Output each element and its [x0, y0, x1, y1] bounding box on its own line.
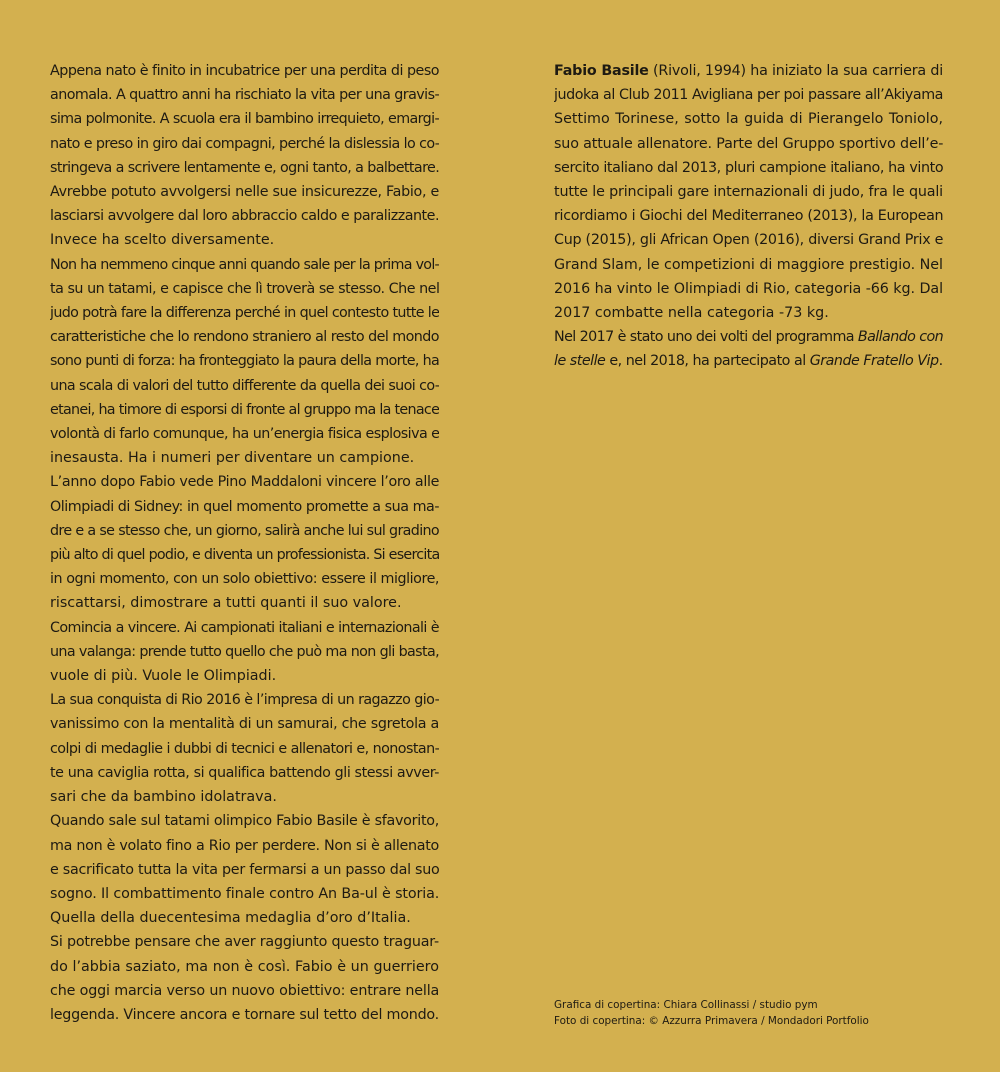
- show-title-ballando: Ballando con: [857, 329, 943, 346]
- text-line: dre e a se stesso che, un giorno, salirà anche lui sul gradino: [50, 522, 439, 539]
- text-line: [554, 349, 943, 373]
- paragraph-winning: [50, 616, 439, 689]
- text-line: Settimo Torinese, sotto la guida di Pierangelo Toniolo,: [554, 111, 943, 128]
- right-column: [554, 59, 943, 374]
- show-title-ballando-cont: le stelle: [554, 353, 606, 370]
- text-line: nato e preso in giro dai compagni, perché la dislessia lo co-: [50, 135, 439, 152]
- text-line: sogno. Il combattimento finale contro An Ba-ul è storia.: [50, 885, 439, 902]
- paragraph-final: [50, 809, 439, 930]
- paragraph-bio: [554, 59, 943, 325]
- text-line: Non ha nemmeno cinque anni quando sale per la prima vol-: [50, 256, 439, 273]
- text-line: sercito italiano dal 2013, pluri campione italiano, ha vinto: [554, 159, 943, 176]
- text-line: Avrebbe potuto avvolgersi nelle sue insicurezze, Fabio, e: [50, 184, 439, 201]
- paragraph-choice: [50, 180, 439, 253]
- left-column: [50, 59, 439, 1027]
- text-line: [554, 325, 943, 349]
- text-line: Grand Slam, le competizioni di maggiore prestigio. Nel: [554, 256, 943, 273]
- text-line: leggenda. Vincere ancora e tornare sul tetto del mondo.: [50, 1006, 439, 1023]
- text-line: colpi di medaglie i dubbi di tecnici e allenatori e, nonostan-: [50, 740, 439, 757]
- text-line: riscattarsi, dimostrare a tutti quanti il suo valore.: [50, 595, 402, 612]
- text-line: in ogni momento, con un solo obiettivo: essere il migliore,: [50, 571, 439, 588]
- show-title-gfvip: Grande Fratello Vip: [809, 353, 939, 370]
- athlete-name: Fabio Basile: [554, 63, 649, 79]
- text-line: vuole di più. Vuole le Olimpiadi.: [50, 668, 277, 685]
- text-line: te una caviglia rotta, si qualifica battendo gli stessi avver-: [50, 764, 439, 781]
- text-line: Quella della duecentesima medaglia d’oro d’Italia.: [50, 910, 411, 927]
- cover-photo-credit: Foto di copertina: © Azzurra Primavera / Mondadori Portfolio: [554, 1015, 869, 1027]
- text-line: e sacrificato tutta la vita per fermarsi a un passo dal suo: [50, 861, 439, 878]
- tv-text-end: .: [938, 353, 943, 370]
- text-line: volontà di farlo comunque, ha un’energia fisica esplosiva e: [50, 426, 439, 443]
- text-line: stringeva a scrivere lentamente e, ogni tanto, a balbettare.: [50, 159, 439, 176]
- text-line: Comincia a vincere. Ai campionati italiani e internazionali è: [50, 619, 439, 636]
- paragraph-tatami: [50, 253, 439, 471]
- text-line: [554, 59, 943, 83]
- text-line: sari che da bambino idolatrava.: [50, 789, 277, 806]
- text-line: judo potrà fare la differenza perché in quel contesto tutte le: [50, 305, 439, 322]
- tv-text: e, nel 2018, ha partecipato al: [605, 353, 810, 370]
- bio-intro: (Rivoli, 1994) ha iniziato la sua carriera di: [648, 63, 943, 79]
- cover-design-credit: Grafica di copertina: Chiara Collinassi / studio pym: [554, 999, 818, 1011]
- text-line: anomala. A quattro anni ha rischiato la vita per una gravis-: [50, 87, 439, 104]
- text-line: lasciarsi avvolgere dal loro abbraccio caldo e paralizzante.: [50, 208, 439, 225]
- text-line: sono punti di forza: ha fronteggiato la paura della morte, ha: [50, 353, 439, 370]
- text-line: suo attuale allenatore. Parte del Gruppo sportivo dell’e-: [554, 135, 943, 152]
- text-line: Quando sale sul tatami olimpico Fabio Basile è sfavorito,: [50, 813, 439, 830]
- text-line: inesausta. Ha i numeri per diventare un campione.: [50, 450, 415, 467]
- paragraph-maddaloni: [50, 470, 439, 615]
- cover-credits: [554, 997, 869, 1029]
- text-line: Invece ha scelto diversamente.: [50, 232, 275, 249]
- text-line: do l’abbia saziato, ma non è così. Fabio è un guerriero: [50, 958, 439, 975]
- text-line: sima polmonite. A scuola era il bambino irrequieto, emargi-: [50, 111, 439, 128]
- paragraph-legend: [50, 930, 439, 1027]
- text-line: 2016 ha vinto le Olimpiadi di Rio, categoria -66 kg. Dal: [554, 280, 943, 297]
- text-line: ricordiamo i Giochi del Mediterraneo (2013), la European: [554, 208, 943, 225]
- text-line: judoka al Club 2011 Avigliana per poi passare all’Akiyama: [554, 87, 943, 104]
- text-line: etanei, ha timore di esporsi di fronte al gruppo ma la tenace: [50, 401, 439, 418]
- text-line: 2017 combatte nella categoria -73 kg.: [554, 305, 829, 322]
- text-line: ta su un tatami, e capisce che lì troverà se stesso. Che nel: [50, 280, 439, 297]
- tv-text: Nel 2017 è stato uno dei volti del programma: [554, 329, 858, 346]
- paragraph-rio: [50, 688, 439, 809]
- text-line: vanissimo con la mentalità di un samurai, che sgretola a: [50, 716, 439, 733]
- text-line: tutte le principali gare internazionali di judo, fra le quali: [554, 184, 943, 201]
- text-line: L’anno dopo Fabio vede Pino Maddaloni vincere l’oro alle: [50, 474, 439, 491]
- text-line: Cup (2015), gli African Open (2016), diversi Grand Prix e: [554, 232, 943, 249]
- text-line: La sua conquista di Rio 2016 è l’impresa di un ragazzo gio-: [50, 692, 439, 709]
- paragraph-tv: [554, 325, 943, 373]
- text-line: ma non è volato fino a Rio per perdere. Non si è allenato: [50, 837, 439, 854]
- text-line: una valanga: prende tutto quello che può ma non gli basta,: [50, 643, 439, 660]
- text-line: una scala di valori del tutto differente da quella dei suoi co-: [50, 377, 439, 394]
- text-line: Si potrebbe pensare che aver raggiunto questo traguar-: [50, 934, 439, 951]
- text-line: Olimpiadi di Sidney: in quel momento promette a sua ma-: [50, 498, 439, 515]
- text-line: Appena nato è finito in incubatrice per una perdita di peso: [50, 63, 439, 79]
- paragraph-childhood: [50, 59, 439, 180]
- text-line: più alto di quel podio, e diventa un professionista. Si esercita: [50, 547, 439, 564]
- text-line: che oggi marcia verso un nuovo obiettivo: entrare nella: [50, 982, 439, 999]
- text-line: caratteristiche che lo rendono straniero al resto del mondo: [50, 329, 439, 346]
